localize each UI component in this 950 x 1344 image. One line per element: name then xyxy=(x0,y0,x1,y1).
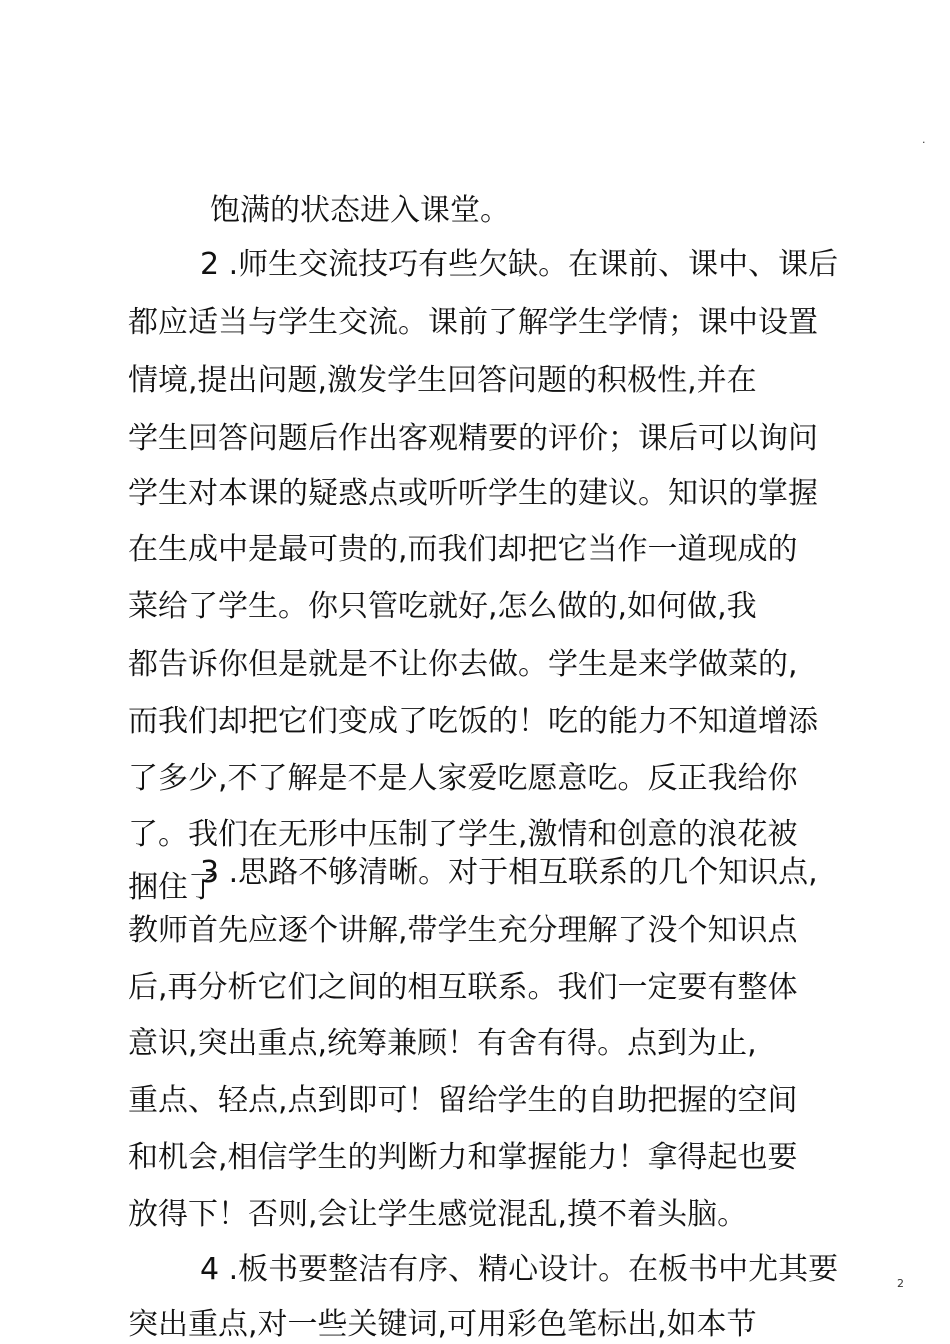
text-line: 意识,突出重点,统筹兼顾！有舍有得。点到为止, xyxy=(128,1026,757,1061)
text-line: 菜给了学生。你只管吃就好,怎么做的,如何做,我 xyxy=(128,589,757,624)
text-line: 2 .师生交流技巧有些欠缺。在课前、课中、课后 xyxy=(200,247,839,282)
text-line: 和机会,相信学生的判断力和掌握能力！拿得起也要 xyxy=(128,1140,798,1175)
text-line: 捆住了 xyxy=(128,870,218,905)
text-line: 在生成中是最可贵的,而我们却把它当作一道现成的 xyxy=(128,532,798,567)
text-line: 了多少,不了解是不是人家爱吃愿意吃。反正我给你 xyxy=(128,761,798,796)
text-line: 4 .板书要整洁有序、精心设计。在板书中尤其要 xyxy=(200,1252,839,1287)
text-line: 情境,提出问题,激发学生回答问题的积极性,并在 xyxy=(128,363,757,398)
text-line: 放得下！否则,会让学生感觉混乱,摸不着头脑。 xyxy=(128,1197,748,1232)
text-line: 重点、轻点,点到即可！留给学生的自助把握的空间 xyxy=(128,1083,798,1118)
top-mark: . xyxy=(922,133,926,146)
text-line: 学生对本课的疑惑点或听听学生的建议。知识的掌握 xyxy=(128,476,818,511)
text-line: 都应适当与学生交流。课前了解学生学情；课中设置 xyxy=(128,305,818,340)
text-line: 都告诉你但是就是不让你去做。学生是来学做菜的, xyxy=(128,647,798,682)
text-line: 了。我们在无形中压制了学生,激情和创意的浪花被 xyxy=(128,817,798,852)
text-line: 而我们却把它们变成了吃饭的！吃的能力不知道增添 xyxy=(128,704,818,739)
text-line: 3 .思路不够清晰。对于相互联系的几个知识点, xyxy=(200,855,818,890)
text-line: 学生回答问题后作出客观精要的评价；课后可以询问 xyxy=(128,421,818,456)
text-line: 后,再分析它们之间的相互联系。我们一定要有整体 xyxy=(128,970,798,1005)
side-page-number: 2 xyxy=(897,1277,904,1290)
text-line: 教师首先应逐个讲解,带学生充分理解了没个知识点 xyxy=(128,913,798,948)
text-line: 饱满的状态进入课堂。 xyxy=(210,193,510,228)
text-line: 突出重点,对一些关键词,可用彩色笔标出,如本节 xyxy=(128,1307,757,1342)
